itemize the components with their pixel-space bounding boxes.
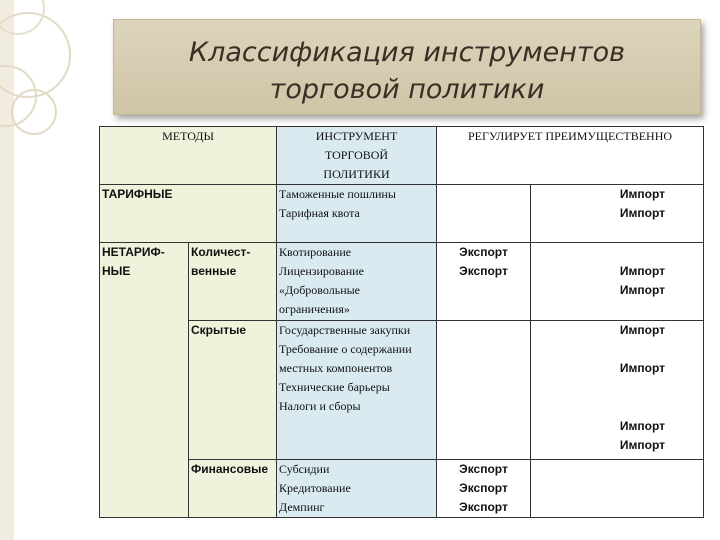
- header-instrument-line-1: ИНСТРУМЕНТ: [315, 129, 398, 143]
- imports-quantitative: [531, 243, 704, 321]
- imports-tariff: [531, 185, 704, 243]
- table-row-financial: [100, 460, 704, 518]
- instrument-item: Государственные закупки: [279, 323, 411, 337]
- table-header-row: [100, 127, 704, 185]
- method-nontariff-line-1: НЕТАРИФ-: [102, 245, 165, 259]
- method-nontariff: [100, 243, 189, 518]
- submethod-hidden: Скрытые: [189, 321, 277, 460]
- page-title-line-1: Классификация инструментов: [188, 37, 626, 68]
- submethod-quantitative-line-2: венные: [191, 264, 237, 278]
- instrument-item: Лицензирование: [279, 264, 364, 278]
- submethod-financial: Финансовые: [189, 460, 277, 518]
- instrument-item: Технические барьеры: [279, 380, 390, 394]
- header-methods: МЕТОДЫ: [100, 127, 277, 185]
- instrument-item: местных компонентов: [279, 361, 393, 375]
- instruments-financial: [277, 460, 437, 518]
- import-value: Импорт: [619, 283, 666, 297]
- instruments-tariff: [277, 185, 437, 243]
- import-value: Импорт: [619, 264, 666, 278]
- import-value: Импорт: [619, 187, 666, 201]
- header-instrument-line-2: ТОРГОВОЙ: [324, 148, 389, 162]
- method-tariff: ТАРИФНЫЕ: [100, 185, 277, 243]
- instrument-item: Демпинг: [279, 500, 325, 514]
- method-nontariff-line-2: НЫЕ: [102, 264, 131, 278]
- instruments-hidden: [277, 321, 437, 460]
- import-value: Импорт: [619, 206, 666, 220]
- imports-hidden: [531, 321, 704, 460]
- import-value: Импорт: [619, 438, 666, 452]
- import-value: Импорт: [619, 361, 666, 375]
- exports-financial: [437, 460, 531, 518]
- instrument-item: «Добровольные: [279, 283, 361, 297]
- instruments-quantitative: [277, 243, 437, 321]
- exports-tariff: [437, 185, 531, 243]
- submethod-quantitative-line-1: Количест-: [191, 245, 251, 259]
- export-value: Экспорт: [459, 462, 508, 476]
- export-value: Экспорт: [459, 481, 508, 495]
- exports-quantitative: [437, 243, 531, 321]
- header-regulates: РЕГУЛИРУЕТ ПРЕИМУЩЕСТВЕННО: [437, 127, 704, 185]
- table-row-hidden: [100, 321, 704, 460]
- import-value: Импорт: [619, 323, 666, 337]
- decorative-circles: [0, 0, 92, 540]
- instrument-item: Квотирование: [279, 245, 352, 259]
- submethod-quantitative: [189, 243, 277, 321]
- imports-financial: [531, 460, 704, 518]
- instrument-item: Налоги и сборы: [279, 399, 361, 413]
- instrument-item: Требование о содержании: [279, 342, 412, 356]
- export-value: Экспорт: [459, 245, 508, 259]
- instrument-item: Кредитование: [279, 481, 351, 495]
- instrument-item: Тарифная квота: [279, 206, 360, 220]
- instrument-item: ограничения»: [279, 302, 350, 316]
- title-box: [113, 19, 701, 115]
- import-value: Импорт: [619, 419, 666, 433]
- instrument-item: Субсидии: [279, 462, 330, 476]
- instrument-item: Таможенные пошлины: [279, 187, 396, 201]
- export-value: Экспорт: [459, 500, 508, 514]
- classification-table: [99, 126, 704, 518]
- exports-hidden: [437, 321, 531, 460]
- header-instrument: [277, 127, 437, 185]
- table-row-quantitative: [100, 243, 704, 321]
- table-row-tariff: [100, 185, 704, 243]
- header-instrument-line-3: ПОЛИТИКИ: [323, 167, 390, 181]
- page-title-line-2: торговой политики: [269, 74, 545, 105]
- export-value: Экспорт: [459, 264, 508, 278]
